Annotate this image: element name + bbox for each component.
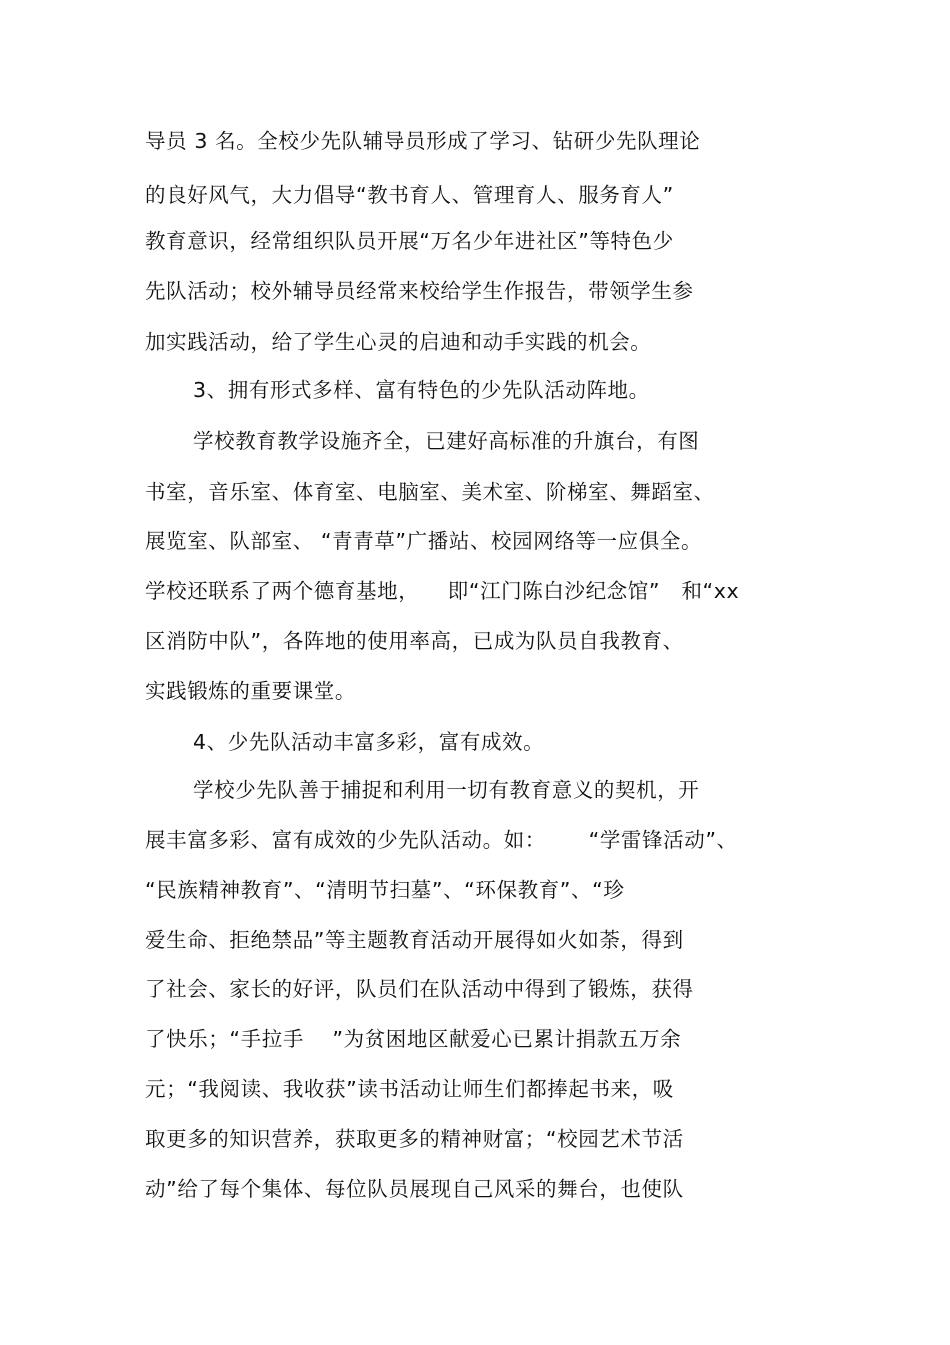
text-line: 展览室、队部室、 “青青草”广播站、校园网络等一应俱全。: [145, 529, 703, 553]
text-line: 导员 3 名。全校少先队辅导员形成了学习、钻研少先队理论: [145, 129, 701, 153]
text-line: 区消防中队”，各阵地的使用率高，已成为队员自我教育、: [145, 629, 684, 653]
text-line: 爱生命、拒绝禁品”等主题教育活动开展得如火如荼，得到: [145, 928, 684, 952]
text-line: 动”给了每个集体、每位队员展现自己风采的舞台，也使队: [145, 1177, 684, 1201]
text-line: 学校还联系了两个德育基地， 即“江门陈白沙纪念馆” 和“xx: [145, 579, 740, 603]
text-line: 学校教育教学设施齐全，已建好高标准的升旗台，有图: [193, 429, 700, 453]
text-line: 实践锻炼的重要课堂。: [145, 679, 356, 703]
text-line: 先队活动；校外辅导员经常来校给学生作报告，带领学生参: [145, 279, 694, 303]
text-line: 展丰富多彩、富有成效的少先队活动。如： “学雷锋活动”、: [145, 828, 738, 852]
text-line: 元；“我阅读、我收获”读书活动让师生们都捧起书来，吸: [145, 1077, 674, 1101]
section-heading: 4、少先队活动丰富多彩，富有成效。: [193, 730, 545, 754]
text-line: “民族精神教育”、“清明节扫墓”、“环保教育”、“珍: [145, 878, 625, 902]
text-line: 了快乐；“手拉手 ”为贫困地区献爱心已累计捐款五万余: [145, 1027, 682, 1051]
text-line: 了社会、家长的好评，队员们在队活动中得到了锻炼，获得: [145, 977, 694, 1001]
section-heading: 3、拥有形式多样、富有特色的少先队活动阵地。: [193, 378, 650, 402]
text-line: 教育意识，经常组织队员开展“万名少年进社区”等特色少: [145, 229, 674, 253]
text-line: 书室，音乐室、体育室、电脑室、美术室、阶梯室、舞蹈室、: [145, 480, 715, 504]
text-line: 的良好风气，大力倡导“教书育人、管理育人、服务育人”: [145, 183, 674, 207]
text-line: 学校少先队善于捕捉和利用一切有教育意义的契机，开: [193, 778, 700, 802]
text-line: 取更多的知识营养，获取更多的精神财富；“校园艺术节活: [145, 1127, 684, 1151]
text-line: 加实践活动，给了学生心灵的启迪和动手实践的机会。: [145, 330, 652, 354]
